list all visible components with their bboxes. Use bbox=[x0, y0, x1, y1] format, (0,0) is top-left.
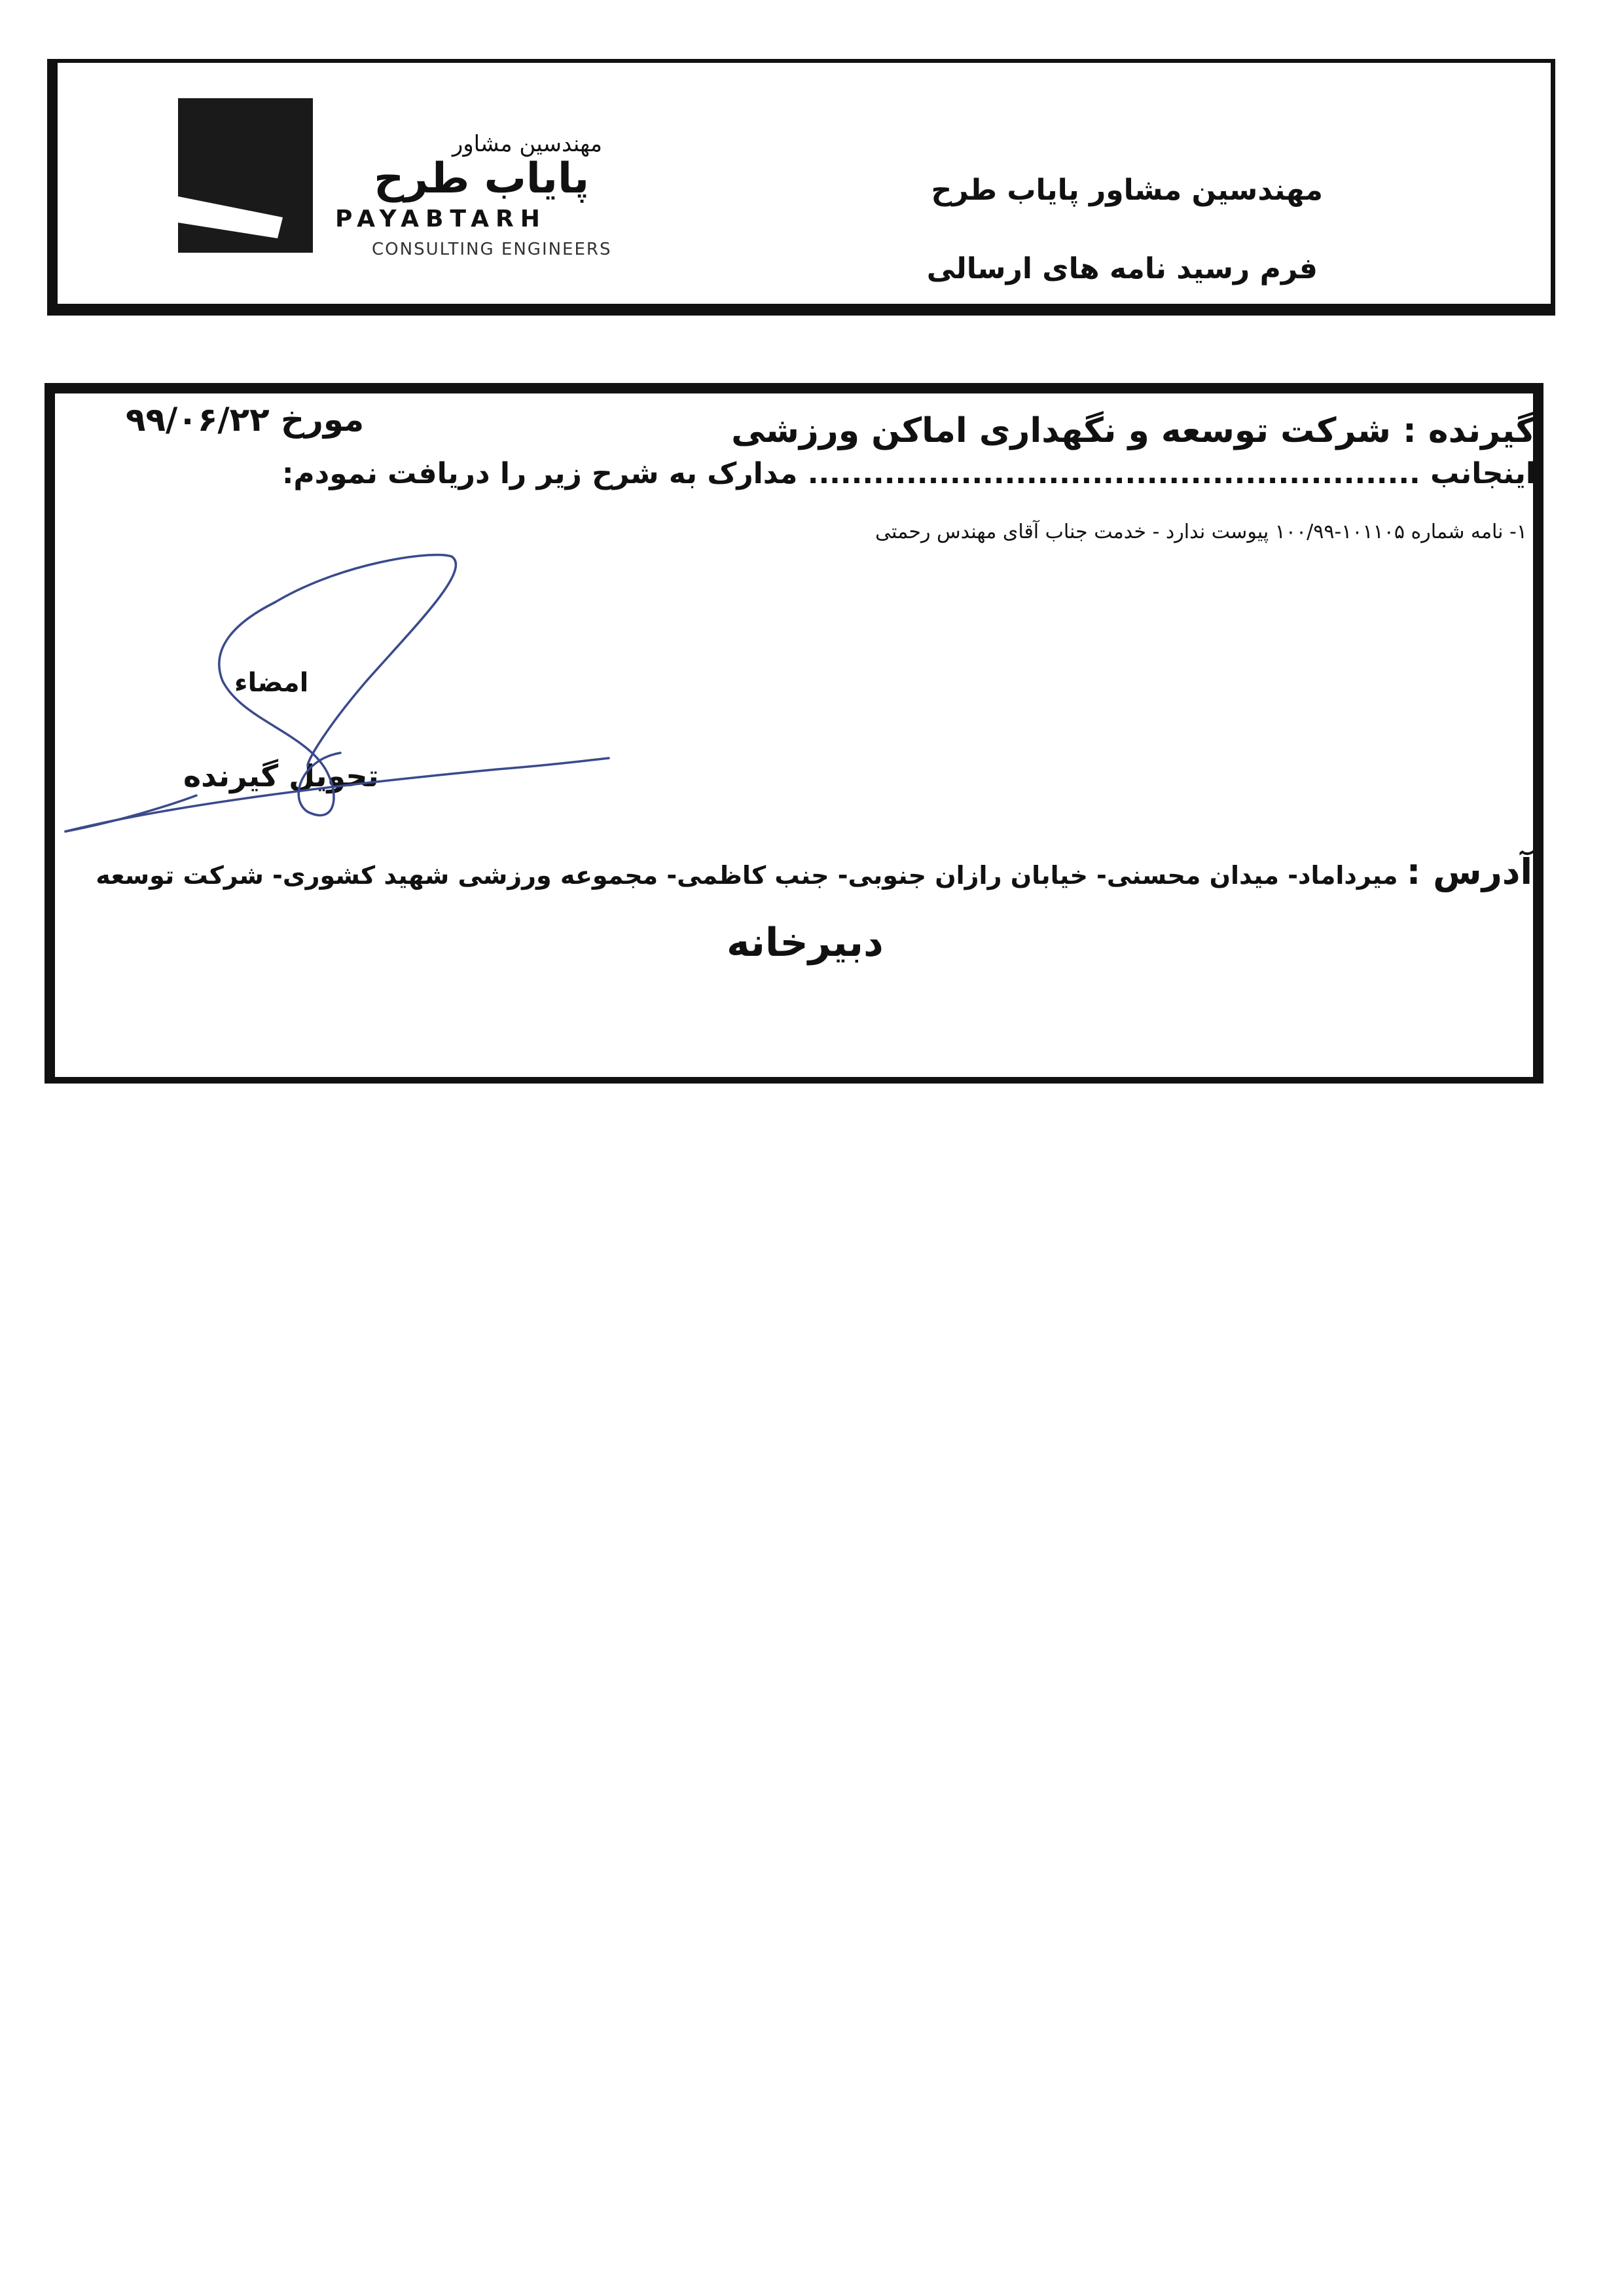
receipt-statement: اینجانب ........................................................ مدارک به شرح زیر را دریافت نمودم: bbox=[281, 457, 1536, 490]
receiver-label: تحویل گیرنده bbox=[183, 758, 379, 793]
logo-persian-subtitle: مهندسین مشاور bbox=[452, 131, 602, 157]
address-label: آدرس : bbox=[1406, 851, 1532, 892]
document-item: ۱- نامه شماره ۱۰۱۱۰۵-۱۰۰/۹۹ پیوست ندارد - خدمت جناب آقای مهندس رحمتی bbox=[875, 520, 1527, 543]
company-title: مهندسین مشاور پایاب طرح bbox=[931, 173, 1323, 207]
form-title: فرم رسید نامه های ارسالی bbox=[926, 252, 1318, 285]
date-line: مورخ ۹۹/۰۶/۲۲ bbox=[126, 401, 365, 439]
logo-persian-name: پایاب طرح bbox=[374, 155, 589, 203]
address-text: میرداماد- میدان محسنی- خیابان رازان جنوبی- جنب کاظمی- مجموعه ورزشی شهید کشوری- شرکت توسعه bbox=[96, 861, 1398, 890]
logo-english-subtitle: CONSULTING ENGINEERS bbox=[372, 240, 612, 259]
logo-english-name: PAYABTARH bbox=[335, 206, 547, 232]
secretariat-label: دبیرخانه bbox=[727, 920, 884, 966]
recipient-line: گیرنده : شرکت توسعه و نگهداری اماکن ورزشی bbox=[731, 411, 1536, 450]
signature-label: امضاء bbox=[234, 668, 309, 698]
